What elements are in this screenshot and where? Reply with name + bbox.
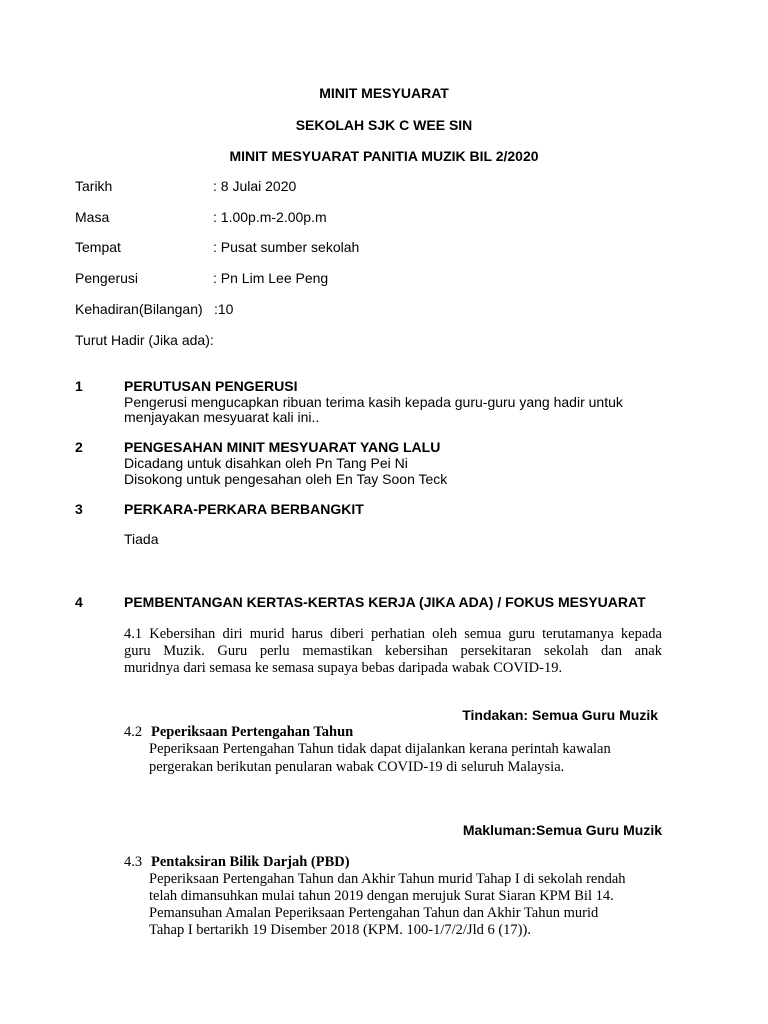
item-4-1-action: Tindakan: Semua Guru Muzik [462, 707, 658, 723]
meta-value-place: : Pusat sumber sekolah [213, 239, 360, 255]
item-4-3-line-2: telah dimansuhkan mulai tahun 2019 dengan merujuk Surat Siaran KPM Bil 14. [149, 888, 614, 904]
item-4-2-title: Peperiksaan Pertengahan Tahun [151, 724, 354, 740]
section-2-line-1: Dicadang untuk disahkan oleh Pn Tang Pei Ni [124, 455, 408, 471]
section-number-2: 2 [75, 439, 83, 455]
section-1-line-2: menjayakan mesyuarat kali ini.. [124, 409, 320, 425]
section-heading-1: PERUTUSAN PENGERUSI [124, 378, 298, 394]
section-3-line-1: Tiada [124, 531, 159, 547]
item-4-2-line-1: Peperiksaan Pertengahan Tahun tidak dapat dijalankan kerana perintah kawalan [149, 741, 611, 757]
meta-value-time: : 1.00p.m-2.00p.m [213, 209, 327, 225]
meta-label-time: Masa [75, 209, 110, 225]
meta-value-date: : 8 Julai 2020 [213, 178, 297, 194]
meta-value-attendance: :10 [214, 301, 234, 317]
item-4-1-line-3: muridnya dari semasa ke semasa supaya bebas daripada wabak COVID-19. [124, 660, 563, 676]
meta-label-chair: Pengerusi [75, 270, 139, 286]
meta-label-place: Tempat [75, 239, 121, 255]
item-4-2-action: Makluman:Semua Guru Muzik [462, 822, 662, 838]
section-number-3: 3 [75, 501, 83, 517]
item-4-2-line-2: pergerakan berikutan penularan wabak COVID-19 di seluruh Malaysia. [149, 759, 565, 775]
item-4-3-number: 4.3 [124, 854, 143, 870]
item-4-3-title: Pentaksiran Bilik Darjah (PBD) [151, 854, 350, 870]
section-2-line-2: Disokong untuk pengesahan oleh En Tay Soon Teck [124, 471, 448, 487]
item-4-3-line-1: Peperiksaan Pertengahan Tahun dan Akhir Tahun murid Tahap I di sekolah rendah [149, 871, 626, 887]
section-number-1: 1 [75, 378, 83, 394]
school-name: SEKOLAH SJK C WEE SIN [295, 117, 473, 133]
meta-label-also-present: Turut Hadir (Jika ada): [75, 332, 214, 348]
item-4-3-line-4: Tahap I bertarikh 19 Disember 2018 (KPM. 100-1/7/2/Jld 6 (17)). [149, 922, 531, 938]
meta-value-chair: : Pn Lim Lee Peng [213, 270, 329, 286]
document-title: MINIT MESYUARAT [319, 85, 449, 101]
item-4-3-line-3: Pemansuhan Amalan Peperiksaan Pertengahan Tahun dan Akhir Tahun murid [149, 905, 599, 921]
section-number-4: 4 [75, 594, 83, 610]
section-heading-3: PERKARA-PERKARA BERBANGKIT [124, 501, 364, 517]
item-4-1-line-2: guru Muzik. Guru perlu memastikan kebersihan persekitaran sekolah dan anak [124, 643, 662, 659]
section-heading-2: PENGESAHAN MINIT MESYUARAT YANG LALU [124, 439, 441, 455]
section-1-line-1: Pengerusi mengucapkan ribuan terima kasih kepada guru-guru yang hadir untuk [124, 394, 623, 410]
meeting-title: MINIT MESYUARAT PANITIA MUZIK BIL 2/2020 [229, 148, 539, 164]
item-4-2-number: 4.2 [124, 724, 143, 740]
item-4-1-line-1: 4.1 Kebersihan diri murid harus diberi perhatian oleh semua guru terutamanya kepada [124, 626, 662, 642]
meta-label-date: Tarikh [75, 178, 113, 194]
section-heading-4: PEMBENTANGAN KERTAS-KERTAS KERJA (JIKA ADA) / FOKUS MESYUARAT [124, 594, 646, 610]
meta-label-attendance: Kehadiran(Bilangan) [75, 301, 203, 317]
